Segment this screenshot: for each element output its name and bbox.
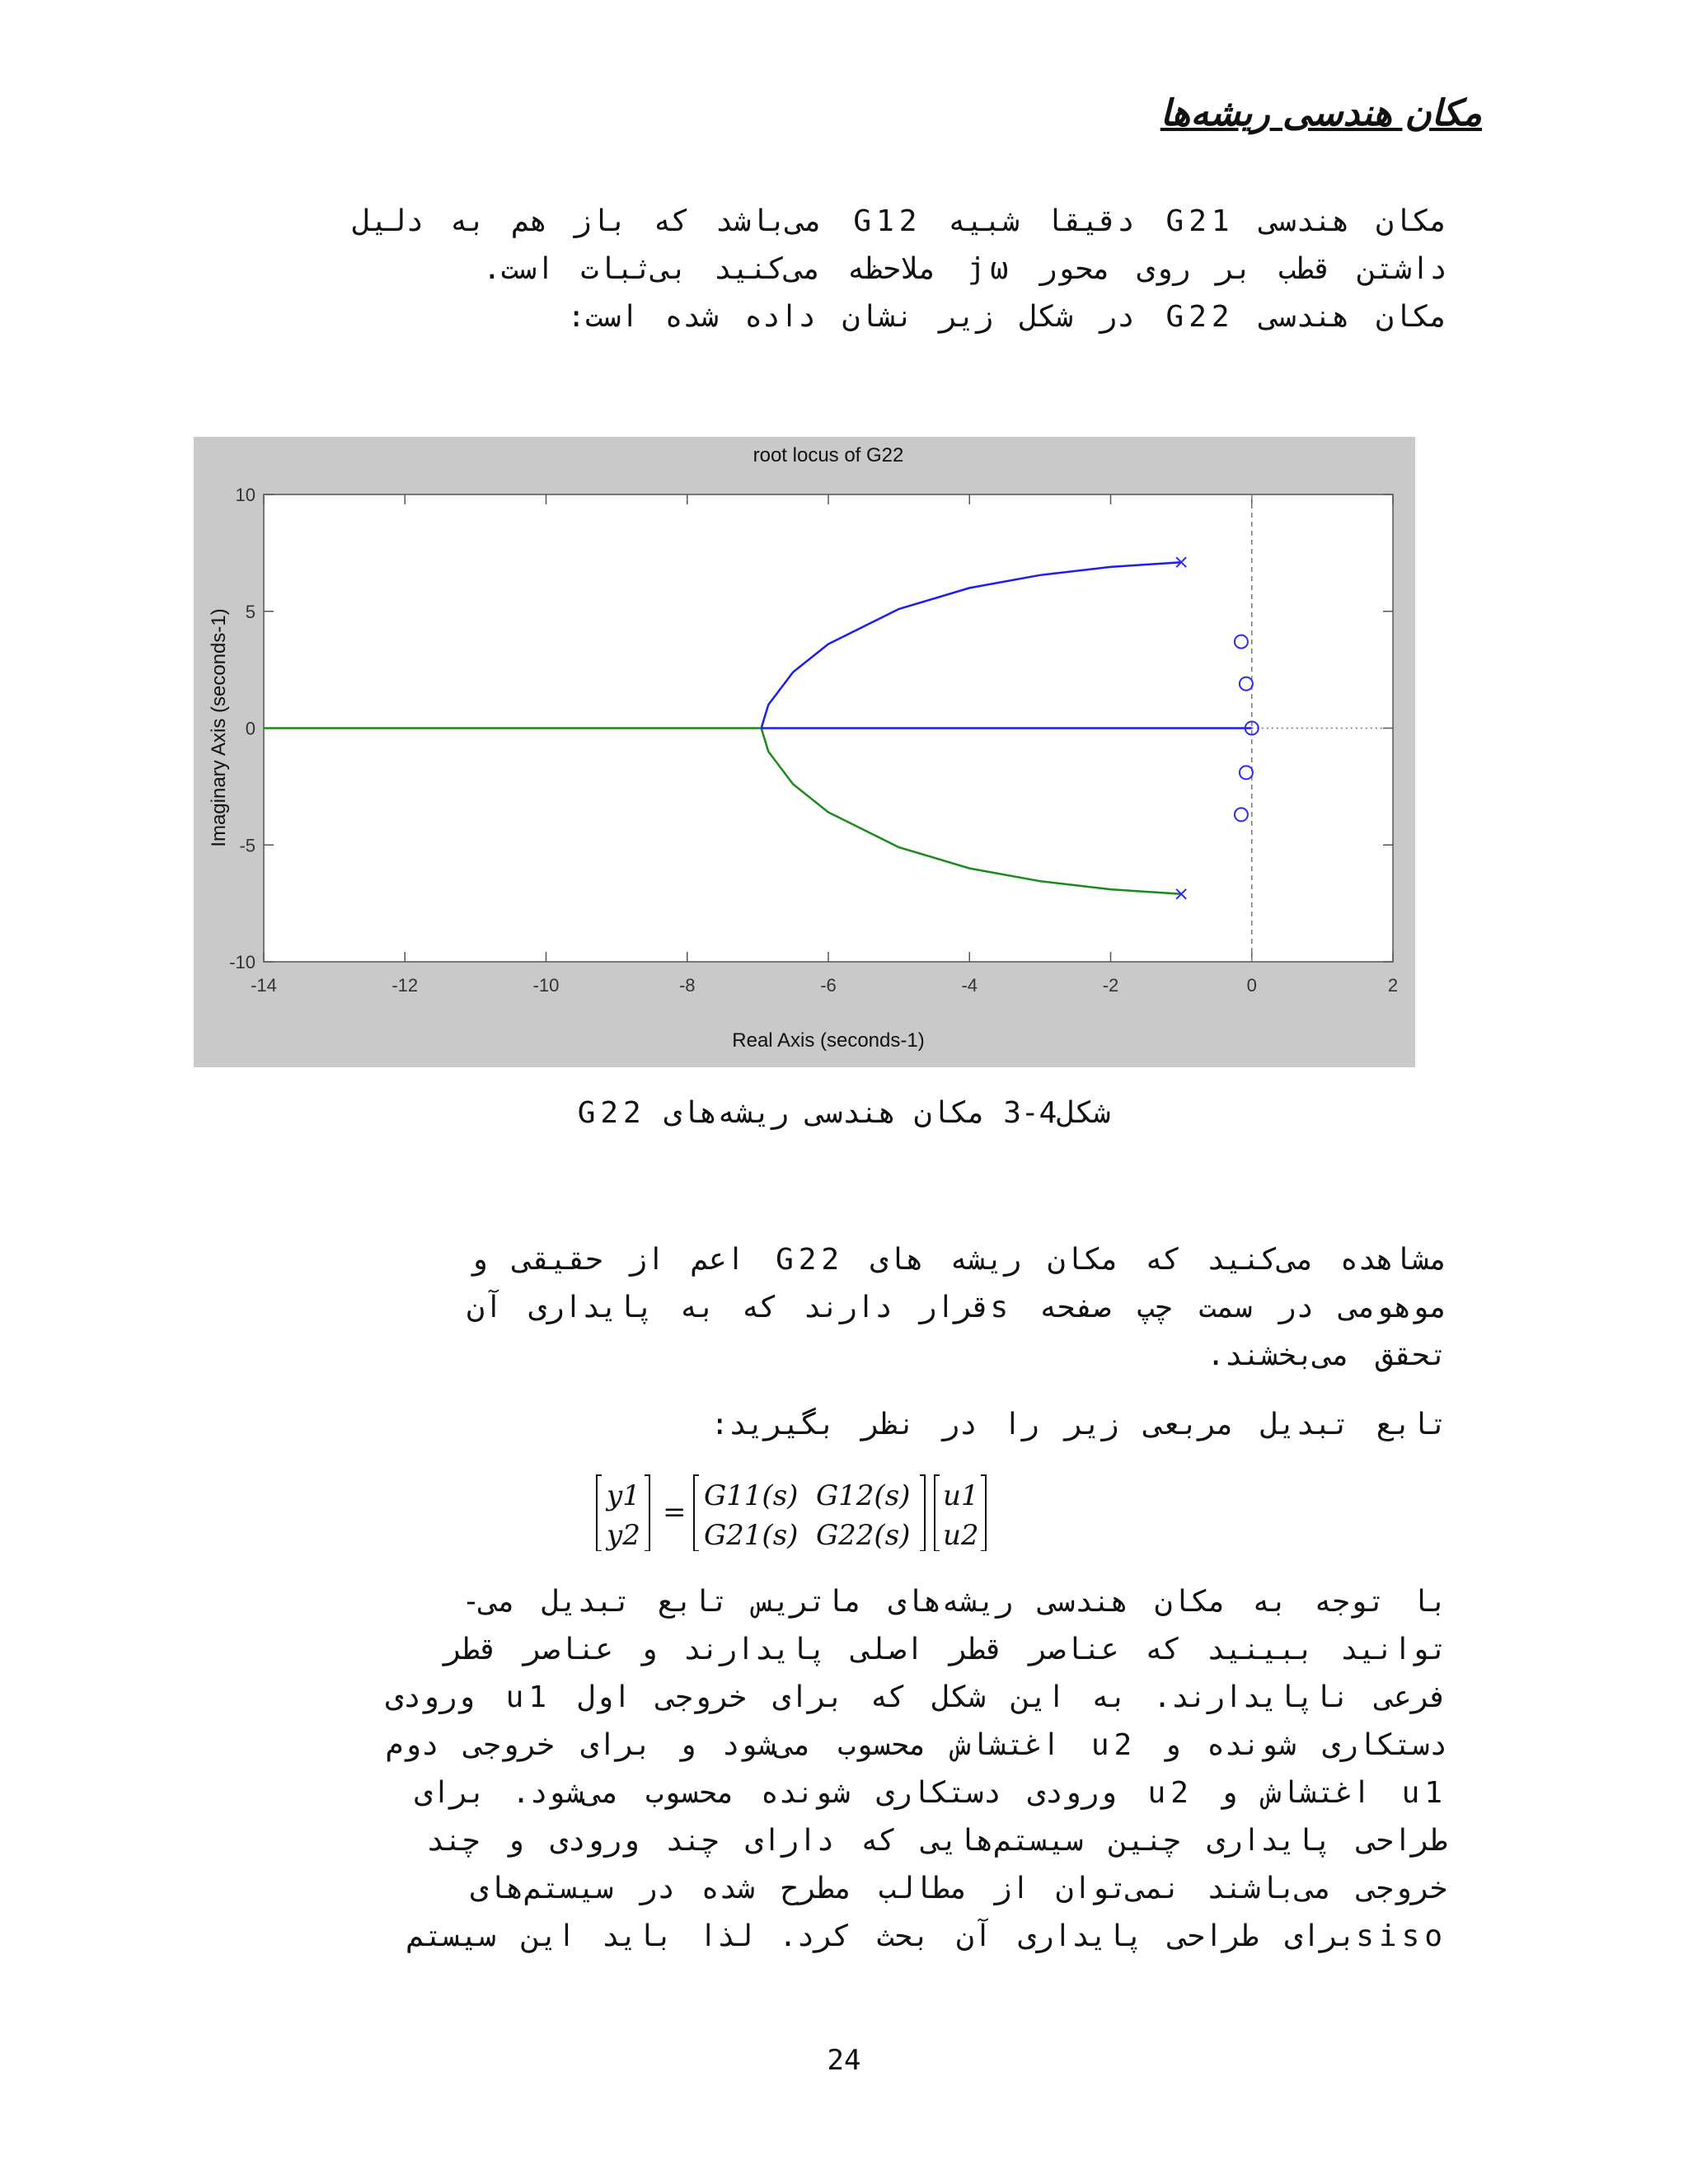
intro-line: مکان هندسی G22 در شکل زیر نشان داده شده است:: [567, 300, 1447, 334]
y-tick-label: 0: [245, 718, 256, 739]
x-tick-label: -12: [392, 975, 419, 996]
y-tick-label: -10: [229, 952, 256, 972]
section-heading: مکان هندسی ریشه‌ها: [1160, 92, 1482, 134]
eq-y2: y2: [607, 1519, 640, 1551]
root-locus-chart: [194, 437, 1415, 1067]
figure-caption: شکل4-3 مکان هندسی ریشه‌های G22: [577, 1096, 1111, 1130]
x-tick-label: -6: [820, 975, 837, 996]
eq-u1: u1: [943, 1479, 979, 1512]
x-tick-label: -4: [961, 975, 978, 996]
eq-u2: u2: [943, 1519, 979, 1551]
conclusion-line: توانید ببینید که عناصر قطر اصلی پایدارند و عناصر قطر: [443, 1633, 1447, 1666]
observation-line: تحقق می‌بخشند.: [1207, 1338, 1447, 1372]
x-axis-label: Real Axis (seconds-1): [732, 1029, 925, 1052]
x-tick-label: 0: [1246, 975, 1257, 996]
conclusion-line: u1 اغتشاش و u2 ورودی دستکاری شونده محسوب می‌شود. برای: [414, 1776, 1447, 1810]
y-tick-label: 5: [245, 601, 256, 622]
eq-g11: G11(s): [704, 1479, 799, 1512]
observation-line: مشاهده می‌کنید که مکان ریشه های G22 اعم از حقیقی و: [469, 1243, 1447, 1277]
y-tick-label: 10: [235, 485, 256, 505]
conclusion-line: دستکاری شونده و u2 اغتشاش محسوب می‌شود و برای خروجی دوم: [385, 1728, 1447, 1762]
x-tick-label: -14: [251, 975, 277, 996]
intro-paragraph: [211, 198, 1447, 341]
page-number: 24: [827, 2044, 861, 2077]
eq-y1: y1: [607, 1479, 640, 1512]
conclusion-line: خروجی می‌باشند نمی‌توان از مطالب مطرح شده در سیستم‌های: [470, 1872, 1447, 1905]
transfer-matrix-equation: [593, 1469, 1055, 1551]
intro-line: مکان هندسی G21 دقیقا شبیه G12 می‌باشد که باز هم به دلیل: [352, 204, 1447, 238]
matrix-intro: تابع تبدیل مربعی زیر را در نظر بگیرید:: [710, 1408, 1447, 1441]
eq-g22: G22(s): [816, 1519, 911, 1551]
y-tick-label: -5: [239, 835, 256, 856]
observation-line: موهومی در سمت چپ صفحه sقرار دارند که به پایداری آن: [467, 1291, 1447, 1324]
root-locus-figure: [194, 437, 1415, 1067]
conclusion-line: با توجه به مکان هندسی ریشه‌های ماتریس تابع تبدیل می-: [462, 1585, 1447, 1619]
svg-text:=: =: [663, 1496, 687, 1529]
conclusion-line: sisoبرای طراحی پایداری آن بحث کرد. لذا باید این سیستم: [406, 1919, 1447, 1953]
chart-title: root locus of G22: [753, 444, 904, 466]
observation-paragraph: [244, 1236, 1447, 1380]
conclusion-paragraph: [211, 1578, 1447, 1961]
eq-g21: G21(s): [704, 1519, 799, 1551]
conclusion-line: طراحی پایداری چنین سیستم‌هایی که دارای چند ورودی و چند: [426, 1824, 1447, 1858]
y-axis-label: Imaginary Axis (seconds-1): [208, 608, 230, 847]
x-tick-label: -2: [1102, 975, 1119, 996]
conclusion-line: فرعی ناپایدارند. به این شکل که برای خروجی اول u1 ورودی: [385, 1680, 1447, 1714]
x-tick-label: -10: [532, 975, 560, 996]
x-tick-label: -8: [678, 975, 696, 996]
intro-line: داشتن قطب بر روی محور jω ملاحظه می‌کنید بی‌ثبات است.: [482, 252, 1447, 286]
eq-g12: G12(s): [816, 1479, 911, 1512]
x-tick-label: 2: [1387, 975, 1399, 996]
